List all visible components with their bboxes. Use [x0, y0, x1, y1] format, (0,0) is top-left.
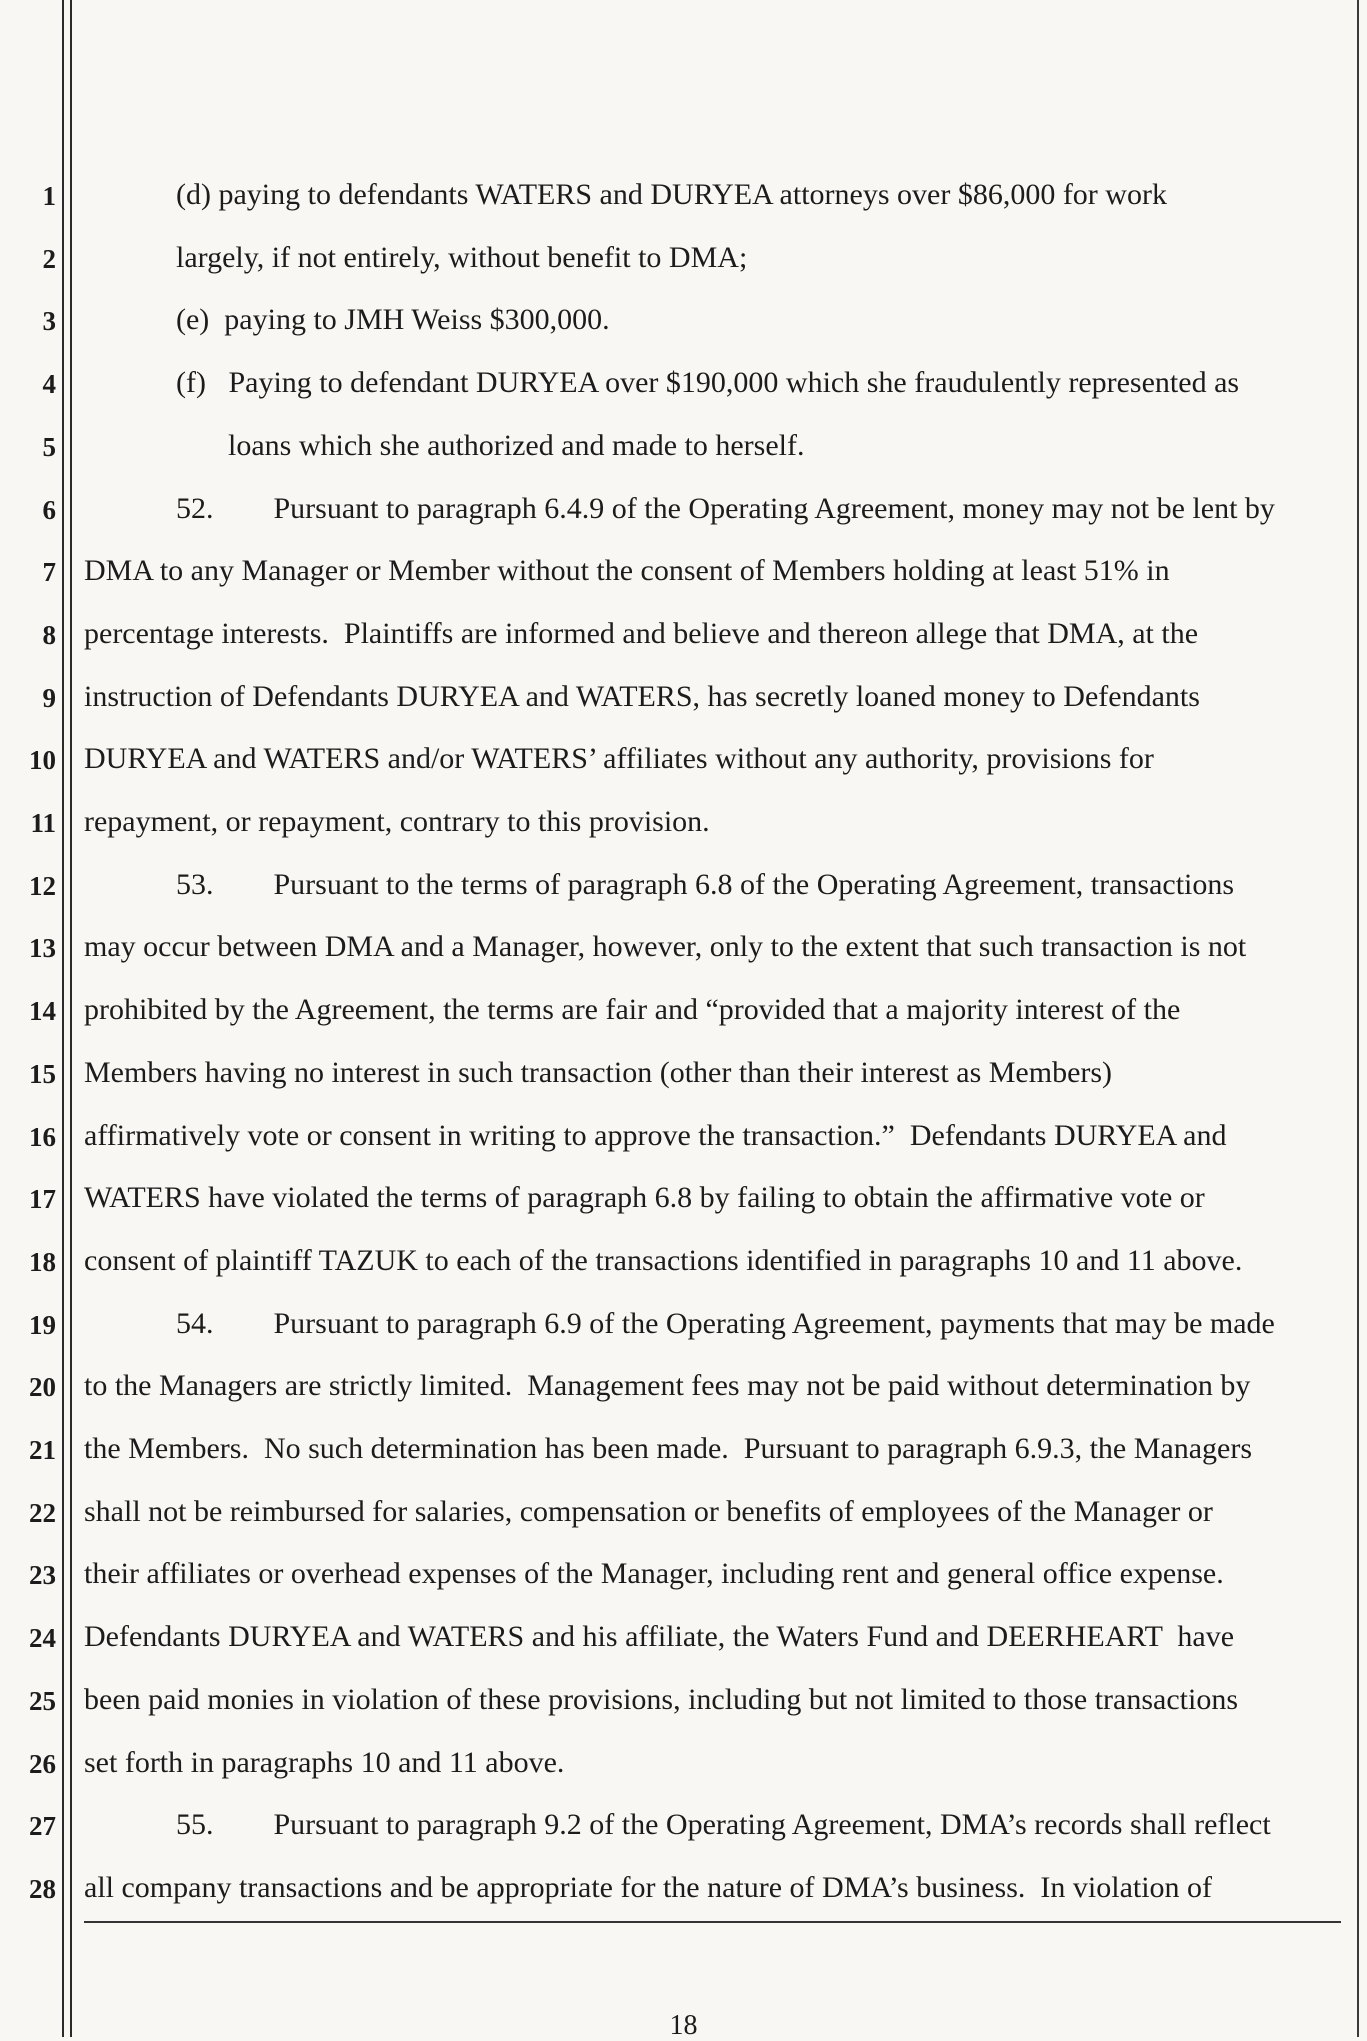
text-line: loans which she authorized and made to herself.	[228, 428, 805, 462]
line-number: 16	[29, 1121, 56, 1152]
line-number: 2	[42, 243, 56, 274]
left-margin-rule-inner	[70, 0, 72, 2037]
left-margin-rule-outer	[62, 0, 64, 2037]
text-line: may occur between DMA and a Manager, however, only to the extent that such transaction is not	[84, 930, 1247, 964]
text-line: been paid monies in violation of these provisions, including but not limited to those transactions	[84, 1682, 1239, 1716]
text-line: repayment, or repayment, contrary to this provision.	[84, 805, 710, 838]
line-number: 23	[29, 1560, 56, 1591]
text-line: 55. Pursuant to paragraph 9.2 of the Operating Agreement, DMA’s records shall reflect	[176, 1808, 1271, 1842]
text-line: largely, if not entirely, without benefit to DMA;	[176, 240, 748, 274]
line-number: 26	[29, 1748, 56, 1779]
text-line: (e) paying to JMH Weiss $300,000.	[176, 303, 610, 337]
line-number: 15	[29, 1058, 56, 1089]
text-line: to the Managers are strictly limited. Management fees may not be paid without determination by	[84, 1369, 1251, 1403]
text-line: the Members. No such determination has been made. Pursuant to paragraph 6.9.3, the Managers	[84, 1432, 1253, 1465]
text-line: DURYEA and WATERS and/or WATERS’ affiliates without any authority, provisions for	[84, 742, 1154, 776]
line-number: 12	[29, 870, 56, 901]
line-number: 7	[42, 557, 56, 588]
line-number: 18	[29, 1246, 56, 1277]
text-line: (d) paying to defendants WATERS and DURYEA attorneys over $86,000 for work	[176, 178, 1167, 211]
text-line: Defendants DURYEA and WATERS and his affiliate, the Waters Fund and DEERHEART have	[84, 1620, 1235, 1654]
line-number: 21	[29, 1435, 56, 1465]
text-line: prohibited by the Agreement, the terms are fair and “provided that a majority interest of the	[84, 993, 1181, 1027]
line-number: 25	[29, 1685, 56, 1716]
line-number: 28	[29, 1873, 56, 1904]
text-line: shall not be reimbursed for salaries, compensation or benefits of employees of the Manager or	[84, 1494, 1213, 1528]
line-number: 20	[29, 1372, 56, 1403]
text-line: consent of plaintiff TAZUK to each of the transactions identified in paragraphs 10 and 11 above.	[84, 1243, 1243, 1277]
line-number: 5	[42, 431, 56, 462]
text-line: all company transactions and be appropriate for the nature of DMA’s business. In violation of	[84, 1870, 1213, 1904]
line-number: 1	[42, 181, 56, 211]
line-number: 19	[29, 1309, 56, 1340]
text-line: 52. Pursuant to paragraph 6.4.9 of the Operating Agreement, money may not be lent by	[176, 491, 1275, 525]
text-line: set forth in paragraphs 10 and 11 above.	[84, 1745, 565, 1779]
text-line: their affiliates or overhead expenses of the Manager, including rent and general office expense.	[84, 1557, 1224, 1591]
line-number: 27	[29, 1811, 56, 1842]
line-number: 9	[42, 682, 56, 713]
footer-rule	[84, 1921, 1341, 1923]
text-line: DMA to any Manager or Member without the consent of Members holding at least 51% in	[84, 554, 1170, 588]
line-number: 13	[29, 933, 56, 964]
text-line: (f) Paying to defendant DURYEA over $190,000 which she fraudulently represented as	[176, 366, 1240, 400]
line-number: 6	[42, 494, 56, 525]
text-line: affirmatively vote or consent in writing to approve the transaction.” Defendants DURYEA and	[84, 1118, 1227, 1152]
line-number: 17	[29, 1184, 56, 1215]
text-line: percentage interests. Plaintiffs are informed and believe and thereon allege that DMA, at the	[84, 616, 1199, 650]
page-number: 18	[669, 2010, 698, 2041]
line-number: 14	[29, 996, 56, 1027]
line-number: 24	[29, 1623, 56, 1654]
line-number: 11	[30, 808, 56, 838]
text-line: Members having no interest in such transaction (other than their interest as Members)	[84, 1055, 1113, 1089]
line-number: 22	[29, 1497, 56, 1528]
line-number: 3	[42, 306, 56, 337]
text-line: instruction of Defendants DURYEA and WATERS, has secretly loaned money to Defendants	[84, 679, 1200, 713]
text-line: 54. Pursuant to paragraph 6.9 of the Operating Agreement, payments that may be made	[176, 1306, 1275, 1340]
line-number: 10	[29, 745, 56, 776]
line-number: 8	[42, 619, 56, 650]
text-line: 53. Pursuant to the terms of paragraph 6.8 of the Operating Agreement, transactions	[176, 867, 1235, 901]
right-margin-rule	[1357, 0, 1359, 2037]
text-line: WATERS have violated the terms of paragraph 6.8 by failing to obtain the affirmative vote or	[84, 1181, 1205, 1215]
line-number: 4	[42, 369, 56, 400]
